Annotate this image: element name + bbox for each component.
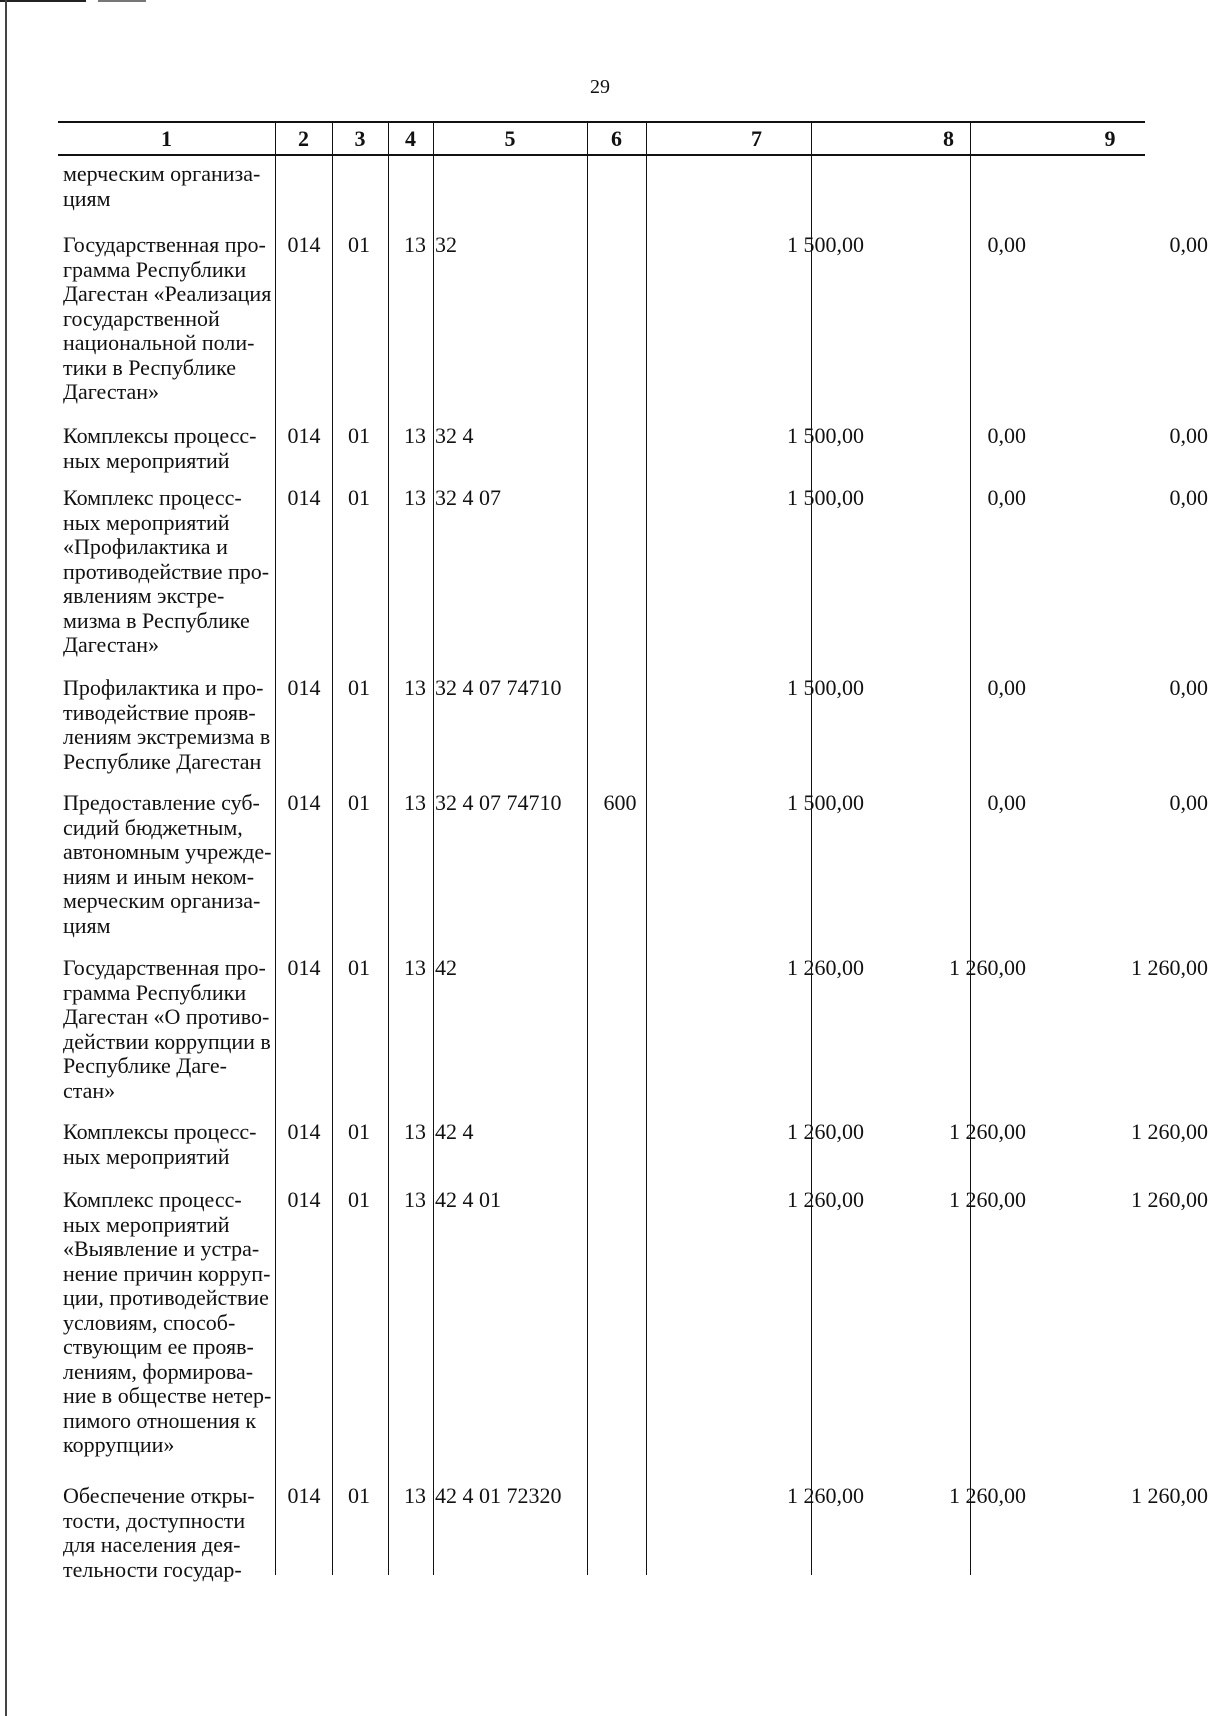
cell-col-6: 600 (603, 790, 637, 815)
cell-col-8: 0,00 (987, 790, 1026, 815)
cell-col-3: 01 (348, 790, 370, 815)
row-name-cell (63, 956, 273, 1103)
row-name-line: автономным учрежде- (63, 839, 272, 864)
cell-col-8: 0,00 (987, 423, 1026, 448)
row-name-line: стан» (63, 1077, 116, 1103)
row-name-line: тики в Республике (63, 354, 237, 380)
row-name-line: мизма в Республике (63, 607, 250, 633)
column-header-3: 3 (354, 126, 366, 151)
row-name-line: грамма Республики (63, 979, 247, 1005)
cell-col-3: 01 (348, 1119, 370, 1144)
row-name-line: коррупции» (63, 1432, 175, 1457)
cell-col-7: 1 260,00 (787, 1119, 864, 1144)
column-header-6: 6 (611, 126, 622, 151)
cell-col-3: 01 (348, 485, 370, 510)
cell-col-9: 1 260,00 (1131, 1483, 1208, 1508)
cell-col-5: 42 4 01 (435, 1187, 501, 1212)
row-name-line: тельности государ- (63, 1556, 242, 1582)
row-name-line: ствующим ее прояв- (63, 1334, 254, 1359)
row-name-line: национальной поли- (63, 330, 255, 355)
cell-col-4: 13 (404, 1187, 426, 1212)
cell-col-3: 01 (348, 675, 370, 700)
cell-col-9: 0,00 (1169, 423, 1208, 448)
cell-col-3: 01 (348, 955, 370, 980)
row-name-line: для населения дея- (63, 1532, 241, 1557)
cell-col-5: 32 (435, 232, 457, 257)
row-name-line: Предоставление суб- (63, 790, 260, 815)
row-name-line: Дагестан «О противо- (63, 1004, 270, 1029)
cell-col-5: 42 (435, 955, 457, 980)
row-name-line: ние в обществе нетер- (63, 1383, 272, 1408)
cell-col-8: 0,00 (987, 675, 1026, 700)
cell-col-4: 13 (404, 1483, 426, 1508)
cell-col-9: 1 260,00 (1131, 1119, 1208, 1144)
scan-edge-mark (98, 0, 146, 2)
cell-col-2: 014 (287, 790, 321, 815)
cell-col-9: 0,00 (1169, 790, 1208, 815)
cell-col-2: 014 (287, 1187, 321, 1212)
cell-col-3: 01 (348, 232, 370, 257)
cell-col-7: 1 260,00 (787, 1483, 864, 1508)
scan-edge-mark (0, 0, 86, 2)
table-header (58, 121, 1145, 156)
row-name-line: противодействие про- (63, 558, 270, 584)
cell-col-8: 0,00 (987, 232, 1026, 257)
row-name-line: «Профилактика и (63, 534, 228, 559)
row-name-line: Обеспечение откры- (63, 1483, 255, 1508)
row-name-line: грамма Республики (63, 256, 247, 282)
row-name-line: пимого отношения к (63, 1407, 257, 1433)
cell-col-9: 0,00 (1169, 675, 1208, 700)
cell-col-2: 014 (287, 423, 321, 448)
row-name-line: Комплекс процесс- (63, 485, 242, 510)
cell-col-9: 0,00 (1169, 232, 1208, 257)
row-name-line: действии коррупции в (63, 1028, 271, 1054)
row-name-line: мерческим организа- (63, 888, 261, 913)
row-name-line: Дагестан «Реализация (63, 281, 272, 306)
row-name-cell (63, 233, 273, 405)
cell-col-5: 32 4 07 74710 (435, 675, 562, 700)
row-name-line: Государственная про- (63, 232, 266, 257)
cell-col-2: 014 (287, 232, 321, 257)
scan-frame-border (5, 0, 7, 1716)
cell-col-9: 0,00 (1169, 485, 1208, 510)
row-name-line: Профилактика и про- (63, 675, 264, 700)
row-name-line: тиводействие прояв- (63, 699, 256, 725)
cell-col-7: 1 500,00 (787, 232, 864, 257)
cell-col-4: 13 (404, 955, 426, 980)
row-name-line: циям (63, 912, 111, 938)
column-header-5: 5 (504, 126, 516, 151)
cell-col-7: 1 260,00 (787, 1187, 864, 1212)
row-name-line: ниям и иным неком- (63, 863, 255, 889)
row-name-cell (63, 676, 273, 774)
row-name-cell (63, 486, 273, 658)
row-name-line: Дагестан» (63, 379, 160, 404)
cell-col-9: 1 260,00 (1131, 955, 1208, 980)
cell-col-9: 1 260,00 (1131, 1187, 1208, 1212)
row-name-cell (63, 1188, 273, 1458)
cell-col-5: 32 4 07 (435, 485, 501, 510)
row-name-line: «Выявление и устра- (63, 1236, 260, 1261)
row-name-line: Комплекс процесс- (63, 1187, 242, 1212)
cell-col-4: 13 (404, 1119, 426, 1144)
column-divider (811, 121, 812, 1575)
column-header-1: 1 (161, 126, 172, 151)
cell-col-8: 1 260,00 (949, 1187, 1026, 1212)
cell-col-7: 1 500,00 (787, 485, 864, 510)
column-header-9: 9 (1104, 126, 1116, 151)
row-name-line: циям (63, 185, 111, 211)
row-name-line: Государственная про- (63, 955, 266, 980)
row-name-line: мерческим организа- (63, 161, 261, 186)
cell-col-8: 1 260,00 (949, 1483, 1026, 1508)
row-name-line: ных мероприятий (63, 509, 230, 535)
column-divider (587, 121, 588, 1575)
row-name-line: явлениям экстре- (63, 583, 225, 608)
row-name-line: лениям, формирова- (63, 1358, 254, 1384)
cell-col-7: 1 500,00 (787, 675, 864, 700)
row-name-cell (63, 1484, 273, 1582)
column-header-2: 2 (298, 126, 309, 151)
row-name-line: лениям экстремизма в (63, 724, 271, 749)
column-divider (433, 121, 434, 1575)
row-name-line: Комплексы процесс- (63, 1119, 257, 1144)
cell-col-8: 0,00 (987, 485, 1026, 510)
cell-col-2: 014 (287, 955, 321, 980)
column-header-8: 8 (943, 126, 954, 151)
row-name-line: Республике Даге- (63, 1053, 227, 1078)
row-name-line: ных мероприятий (63, 1143, 230, 1169)
column-divider (970, 121, 971, 1575)
cell-col-8: 1 260,00 (949, 1119, 1026, 1144)
cell-col-5: 42 4 (435, 1119, 474, 1144)
row-name-cell (63, 1120, 273, 1169)
cell-col-4: 13 (404, 423, 426, 448)
row-name-line: Комплексы процесс- (63, 423, 257, 448)
cell-col-7: 1 500,00 (787, 423, 864, 448)
cell-col-4: 13 (404, 675, 426, 700)
column-divider (388, 121, 389, 1575)
row-name-line: тости, доступности (63, 1507, 246, 1533)
column-divider (646, 121, 647, 1575)
cell-col-4: 13 (404, 790, 426, 815)
column-header-7: 7 (751, 126, 762, 151)
row-name-line: условиям, способ- (63, 1309, 236, 1335)
cell-col-5: 42 4 01 72320 (435, 1483, 562, 1508)
row-name-cell (63, 162, 273, 211)
row-name-cell (63, 424, 273, 473)
row-name-line: ных мероприятий (63, 1211, 230, 1237)
cell-col-5: 32 4 07 74710 (435, 790, 562, 815)
row-name-line: ции, противодействие (63, 1285, 269, 1310)
row-name-cell (63, 791, 273, 938)
column-divider (275, 121, 276, 1575)
cell-col-3: 01 (348, 423, 370, 448)
cell-col-2: 014 (287, 675, 321, 700)
column-divider (332, 121, 333, 1575)
cell-col-2: 014 (287, 1119, 321, 1144)
row-name-line: Республике Дагестан (63, 748, 262, 774)
column-header-4: 4 (405, 126, 416, 151)
row-name-line: сидий бюджетным, (63, 814, 243, 840)
cell-col-2: 014 (287, 485, 321, 510)
cell-col-7: 1 500,00 (787, 790, 864, 815)
row-name-line: Дагестан» (63, 632, 160, 657)
row-name-line: нение причин корруп- (63, 1260, 271, 1286)
cell-col-7: 1 260,00 (787, 955, 864, 980)
cell-col-4: 13 (404, 232, 426, 257)
row-name-line: государственной (63, 305, 220, 331)
cell-col-5: 32 4 (435, 423, 474, 448)
page-number: 29 (590, 76, 610, 98)
row-name-line: ных мероприятий (63, 447, 230, 473)
cell-col-3: 01 (348, 1187, 370, 1212)
cell-col-4: 13 (404, 485, 426, 510)
cell-col-3: 01 (348, 1483, 370, 1508)
cell-col-2: 014 (287, 1483, 321, 1508)
cell-col-8: 1 260,00 (949, 955, 1026, 980)
